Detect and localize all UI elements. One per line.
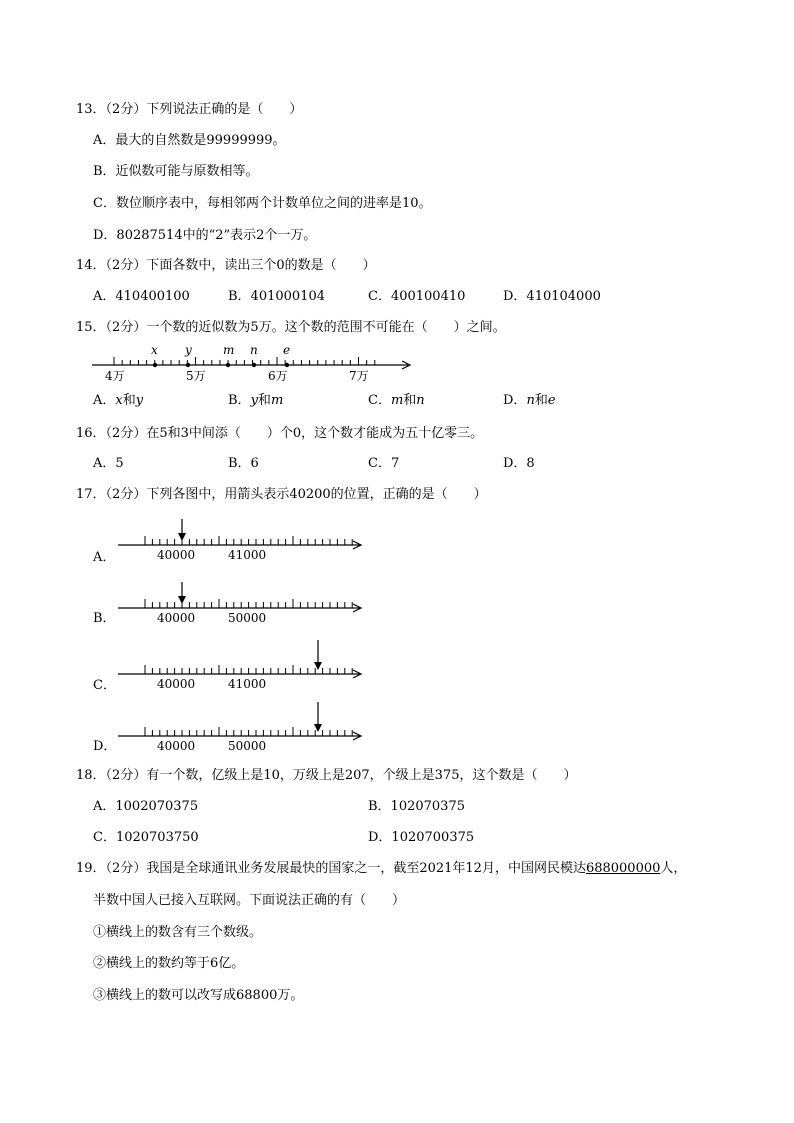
- q17-fig-a-letter: A．: [93, 550, 116, 565]
- q15-point-e: e: [283, 343, 291, 357]
- q14-option-d: D．410104000: [503, 289, 601, 304]
- q19-stem-line1: 19．（2分）我国是全球通讯业务发展最快的国家之一，截至2021年12月，中国网民模达688000000人，: [76, 861, 687, 876]
- q15-dot-x: [153, 363, 157, 367]
- q18-option-a: A．1002070375: [93, 799, 199, 814]
- q17-fig-d-right-label: 50000: [228, 739, 267, 753]
- q13-stem: 13．（2分）下列说法正确的是（ ）: [76, 102, 303, 117]
- q18-option-c: C．1020703750: [93, 830, 199, 845]
- q19-statement-1: ①横线上的数含有三个数级。: [93, 925, 263, 940]
- q17-fig-b-letter: B．: [93, 611, 116, 626]
- q13-option-a: A．最大的自然数是99999999。: [93, 133, 286, 148]
- q15-option-a: A．x和y: [93, 393, 144, 408]
- q15-stem: 15．（2分）一个数的近似数为5万。这个数的范围不可能在（ ）之间。: [76, 320, 506, 335]
- q17-fig-a-left-label: 40000: [157, 548, 196, 562]
- q15-dot-m: [226, 363, 230, 367]
- q19-stem-line2: 半数中国人已接入互联网。下面说法正确的有（ ）: [93, 893, 406, 908]
- q19-statement-3: ③横线上的数可以改写成68800万。: [93, 988, 304, 1003]
- q15-option-c: C．m和n: [368, 393, 425, 408]
- q15-option-d: D．n和e: [503, 393, 556, 408]
- q15-dot-e: [285, 363, 289, 367]
- q17-fig-d-left-label: 40000: [157, 739, 196, 753]
- q19-underlined-number: 688000000: [585, 861, 661, 876]
- q15-number-line: [90, 340, 420, 385]
- q18-option-b: B．102070375: [368, 799, 465, 814]
- q14-option-a: A．410400100: [93, 289, 190, 304]
- q17-figure-d: [115, 698, 370, 756]
- q15-point-x: x: [151, 343, 158, 357]
- q17-figure-b: [115, 578, 370, 628]
- q16-option-d: D．8: [503, 456, 535, 471]
- q17-fig-c-left-label: 40000: [157, 677, 196, 691]
- q17-fig-c-letter: C．: [93, 678, 116, 693]
- q17-stem: 17．（2分）下列各图中，用箭头表示40200的位置，正确的是（ ）: [76, 487, 487, 502]
- q17-figure-a: [115, 515, 370, 565]
- q15-label-5wan: 5万: [186, 369, 206, 383]
- q19-statement-2: ②横线上的数约等于6亿。: [93, 956, 245, 971]
- q14-stem: 14．（2分）下面各数中，读出三个0的数是（ ）: [76, 258, 376, 273]
- q14-option-c: C．400100410: [368, 289, 466, 304]
- q13-option-d: D．80287514中的“2”表示2个一万。: [93, 228, 317, 243]
- q13-option-b: B．近似数可能与原数相等。: [93, 164, 259, 179]
- q15-dot-y: [186, 363, 190, 367]
- q15-label-7wan: 7万: [349, 369, 369, 383]
- q13-option-c: C．数位顺序表中，每相邻两个计数单位之间的进率是10。: [93, 196, 432, 211]
- q17-fig-c-right-label: 41000: [228, 677, 267, 691]
- q15-point-m: m: [223, 343, 235, 357]
- q14-option-b: B．401000104: [228, 289, 325, 304]
- q16-option-c: C．7: [368, 456, 400, 471]
- q15-label-4wan: 4万: [105, 369, 125, 383]
- q16-stem: 16．（2分）在5和3中间添（ ）个0，这个数才能成为五十亿零三。: [76, 426, 484, 441]
- q15-dot-n: [252, 363, 256, 367]
- q17-figure-c: [115, 636, 370, 694]
- q16-option-b: B．6: [228, 456, 259, 471]
- q15-axis: [92, 357, 410, 369]
- q15-point-n: n: [250, 343, 258, 357]
- q15-option-b: B．y和m: [228, 393, 284, 408]
- q15-point-y: y: [185, 343, 192, 357]
- q17-fig-b-left-label: 40000: [157, 611, 196, 625]
- q15-label-6wan: 6万: [268, 369, 288, 383]
- q17-fig-b-right-label: 50000: [228, 611, 267, 625]
- q17-fig-a-right-label: 41000: [228, 548, 267, 562]
- q18-option-d: D．1020700375: [368, 830, 475, 845]
- q18-stem: 18．（2分）有一个数，亿级上是10，万级上是207，个级上是375，这个数是（ ）: [76, 768, 577, 783]
- q16-option-a: A．5: [93, 456, 124, 471]
- q17-fig-d-letter: D．: [93, 739, 117, 754]
